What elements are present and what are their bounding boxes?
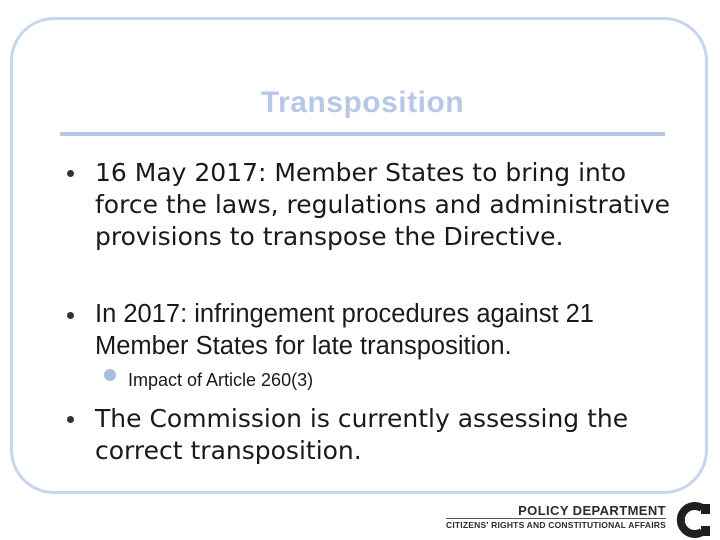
bullet-text-1: 16 May 2017: Member States to bring into force the laws, regulations and administrative provisions to transpose the Directive. bbox=[95, 158, 671, 251]
bullet-text-2: In 2017: infringement procedures against 21 Member States for late transposition. bbox=[95, 300, 594, 360]
bullet-text-3: The Commission is currently assessing the correct transposition. bbox=[95, 404, 629, 465]
bullet-dot-2 bbox=[67, 312, 74, 319]
slide-title: Transposition bbox=[260, 86, 465, 119]
sub-bullet-dot bbox=[104, 369, 116, 381]
footer-unit: CITIZENS' RIGHTS AND CONSTITUTIONAL AFFAIRS bbox=[446, 520, 666, 530]
footer bbox=[420, 500, 720, 540]
policy-department-logo-icon bbox=[672, 502, 712, 538]
footer-divider bbox=[446, 518, 666, 519]
sub-bullet-text: Impact of Article 260(3) bbox=[128, 370, 314, 390]
bullet-dot-1 bbox=[67, 170, 74, 177]
footer-department: POLICY DEPARTMENT bbox=[518, 503, 666, 518]
sub-bullet bbox=[104, 370, 313, 391]
bullet-dot-3 bbox=[67, 416, 74, 423]
title-underline bbox=[60, 132, 665, 136]
